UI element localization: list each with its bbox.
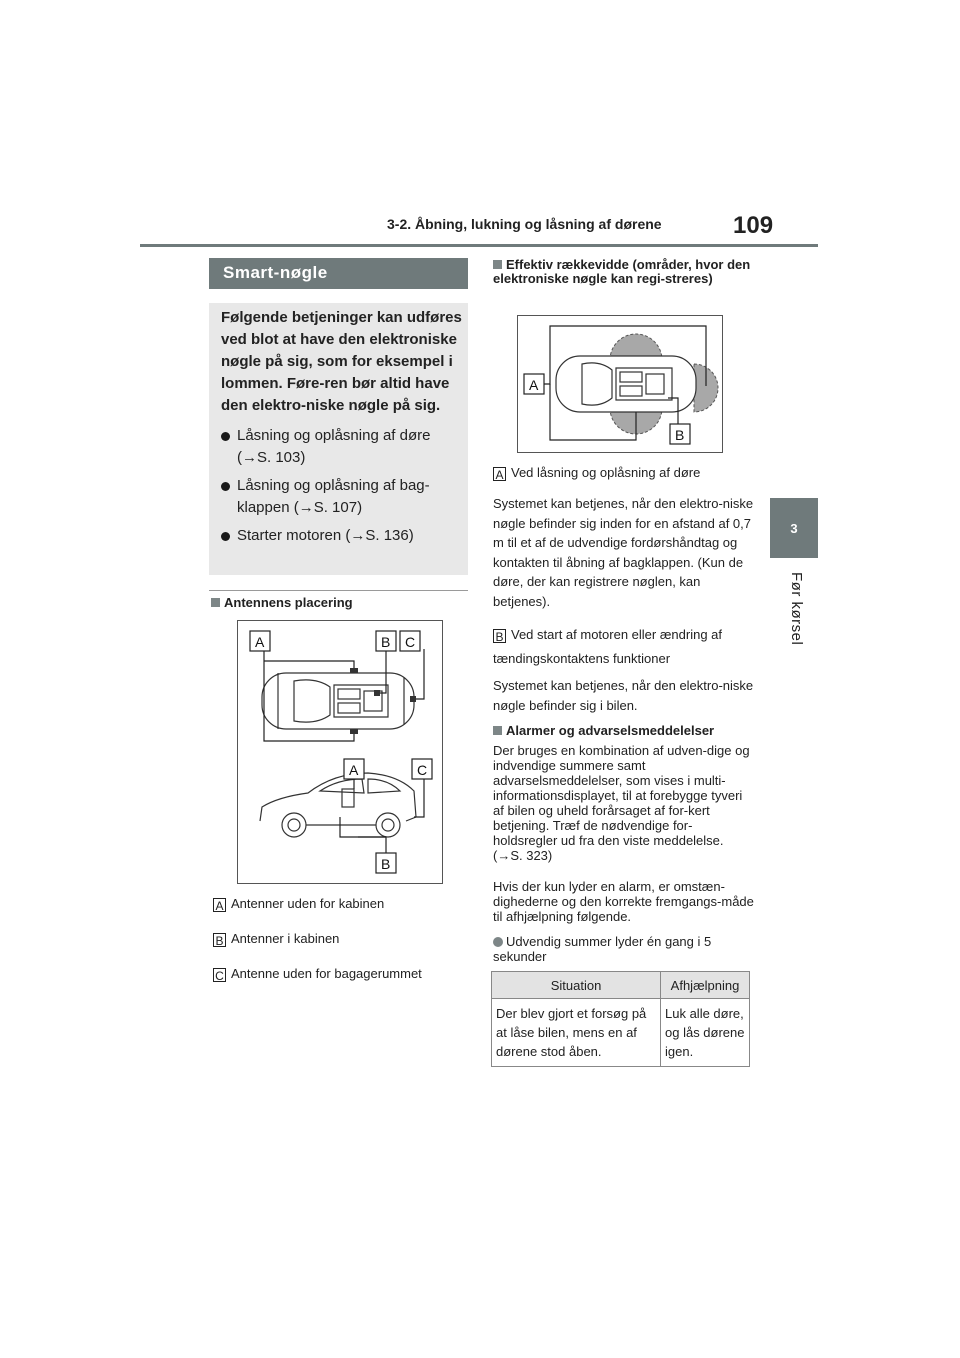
smart-key-list <box>221 425 462 547</box>
table-cell: Der blev gjort et forsøg på at låse bilen, mens en af dørene stod åben. <box>492 999 661 1067</box>
label-a: A <box>349 762 359 778</box>
alarms-bullet: Udvendig summer lyder én gang i 5 sekunder <box>493 934 712 964</box>
label-a: A <box>529 377 539 393</box>
list-item: Låsning og oplåsning af bag-klappen (→S. 107) <box>221 475 462 519</box>
label-b: B <box>381 634 391 650</box>
bullet-icon <box>221 482 230 491</box>
smart-key-intro: Følgende betjeninger kan udføres ved blot at have den elektroniske nøgle på sig, som for eksempel i lommen. Føre-ren bør altid have den elektro-niske nøgle på sig. <box>221 309 462 414</box>
label-b: B <box>381 856 391 872</box>
antenna-diagram <box>237 620 443 884</box>
legend-key: B <box>493 629 506 643</box>
alarms-text: Der bruges en kombination af udven-dige og indvendige summere samt advarselsmeddelelser, som vises i multi-informationsdisplayet, til at forebygge tyveri af bilen og uheld forårsaget af for-kert betjening. Træf de nødvendige for-holdsregler ud fra den viste meddelelse. (→S. 323) <box>493 743 750 863</box>
legend-key: A <box>493 467 506 481</box>
legend-key: A <box>213 898 226 912</box>
range-b-text: Systemet kan betjenes, når den elektro-niske nøgle befinder sig i bilen. <box>493 678 754 713</box>
table-row <box>492 999 750 1067</box>
column-header: Afhjælpning <box>661 972 750 999</box>
car-side-view <box>260 773 416 837</box>
page-number: 109 <box>733 212 774 239</box>
list-item: Starter motoren (→S. 136) <box>221 525 462 547</box>
legend-item: A Antenner uden for kabinen <box>213 896 384 912</box>
smart-key-box <box>209 303 468 575</box>
list-item: Låsning og oplåsning af døre (→S. 103) <box>221 425 462 469</box>
legend-item: C Antenne uden for bagagerummet <box>213 966 422 982</box>
legend-item: B Antenner i kabinen <box>213 931 339 947</box>
bullet-icon <box>221 532 230 541</box>
bullet-icon <box>221 432 230 441</box>
legend-key: B <box>213 933 226 947</box>
square-bullet-icon <box>493 726 502 735</box>
table-header-row <box>492 972 750 999</box>
alarm-table <box>491 971 750 1067</box>
square-bullet-icon <box>211 598 220 607</box>
table-cell: Luk alle døre, og lås dørene igen. <box>661 999 750 1067</box>
antenna-heading: Antennens placering <box>211 596 471 610</box>
car-top-view <box>556 356 696 412</box>
car-top-view <box>262 673 414 729</box>
header-rule <box>140 244 818 247</box>
section-divider <box>209 590 468 591</box>
label-c: C <box>417 762 428 778</box>
label-a: A <box>255 634 265 650</box>
label-b: B <box>675 427 685 443</box>
range-heading: Effektiv rækkevidde (områder, hvor den elektroniske nøgle kan regi-streres) <box>493 257 751 286</box>
range-a-title: A Ved låsning og oplåsning af døre <box>493 465 700 481</box>
label-c: C <box>405 634 416 650</box>
alarms-text-2: Hvis der kun lyder en alarm, er omstæn-dighederne og den korrekte fremgangs-måde til afhjælpning følgende. <box>493 879 754 924</box>
legend-key: C <box>213 968 226 982</box>
section-title: 3-2. Åbning, lukning og låsning af dørene <box>387 216 662 232</box>
range-a-text: Systemet kan betjenes, når den elektro-niske nøgle befinder sig inden for en afstand af 0,7 m til et af de udvendige fordørshåndtag og kontakten til åbning af bagklappen. (Kun de døre, der kan registrere nøglen, kan betjenes). <box>493 496 754 609</box>
column-header: Situation <box>492 972 661 999</box>
bullet-icon <box>493 937 503 947</box>
chapter-title: Før kørsel <box>788 572 805 646</box>
range-diagram <box>517 315 723 453</box>
chapter-tab: 3 <box>770 498 818 558</box>
range-b-title: B Ved start af motoren eller ændring af tændingskontaktens funktioner <box>493 627 723 666</box>
smart-key-title: Smart-nøgle <box>209 258 468 289</box>
alarms-heading: Alarmer og advarselsmeddelelser <box>493 724 755 738</box>
square-bullet-icon <box>493 260 502 269</box>
